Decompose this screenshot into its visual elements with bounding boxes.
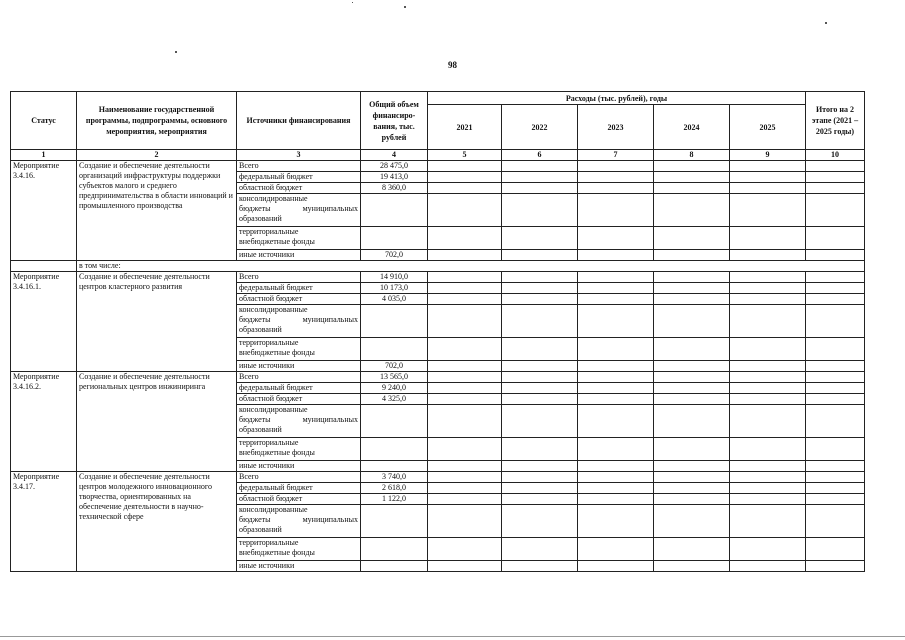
header-year: 2025 [730, 105, 806, 150]
amount-municipal [361, 305, 428, 338]
column-number: 2 [77, 150, 237, 161]
in-that-number-label: в том числе: [77, 261, 865, 272]
source-label: федеральный бюджет [237, 383, 361, 394]
amount-federal: 19 413,0 [361, 172, 428, 183]
source-label: Всего [237, 272, 361, 283]
source-label: областной бюджет [237, 494, 361, 505]
column-number: 8 [654, 150, 730, 161]
amount-other: 702,0 [361, 361, 428, 372]
source-label: консолидированные бюджеты муниципальных образований [237, 194, 361, 227]
column-number: 6 [502, 150, 578, 161]
source-label: областной бюджет [237, 294, 361, 305]
source-label: областной бюджет [237, 183, 361, 194]
amount-federal: 9 240,0 [361, 383, 428, 394]
source-label: иные источники [237, 461, 361, 472]
scan-speck [352, 2, 353, 3]
scan-speck [825, 22, 827, 24]
column-number: 3 [237, 150, 361, 161]
amount-other [361, 561, 428, 572]
header-name: Наименование государственной программы, подпрограммы, основного мероприятия, мероприятия [77, 92, 237, 150]
source-label: федеральный бюджет [237, 172, 361, 183]
scan-speck [404, 6, 406, 8]
measure-name: Создание и обеспечение деятельности центров кластерного развития [77, 272, 237, 372]
source-label: территориальные внебюджетные фонды [237, 538, 361, 561]
amount-total: 28 475,0 [361, 161, 428, 172]
source-label: Всего [237, 372, 361, 383]
source-label: консолидированные бюджеты муниципальных образований [237, 305, 361, 338]
source-label: территориальные внебюджетные фонды [237, 227, 361, 250]
source-label: Всего [237, 472, 361, 483]
amount-extra-budget [361, 538, 428, 561]
source-label: иные источники [237, 561, 361, 572]
amount-other: 702,0 [361, 250, 428, 261]
amount-municipal [361, 194, 428, 227]
status-cell: Мероприятие 3.4.16.1. [11, 272, 77, 372]
source-label: федеральный бюджет [237, 483, 361, 494]
amount-municipal [361, 405, 428, 438]
source-label: консолидированные бюджеты муниципальных образований [237, 505, 361, 538]
page-number: 98 [448, 60, 457, 70]
table-row [11, 472, 865, 483]
amount-regional: 4 325,0 [361, 394, 428, 405]
header-year: 2023 [578, 105, 654, 150]
column-number: 1 [11, 150, 77, 161]
measure-name: Создание и обеспечение деятельности региональных центров инжиниринга [77, 372, 237, 472]
table-row [11, 161, 865, 172]
source-label: консолидированные бюджеты муниципальных образований [237, 405, 361, 438]
source-label: Всего [237, 161, 361, 172]
amount-extra-budget [361, 438, 428, 461]
source-label: областной бюджет [237, 394, 361, 405]
amount-federal: 10 173,0 [361, 283, 428, 294]
table-row [11, 272, 865, 283]
header-year: 2022 [502, 105, 578, 150]
header-status: Статус [11, 92, 77, 150]
amount-total: 14 910,0 [361, 272, 428, 283]
amount-federal: 2 618,0 [361, 483, 428, 494]
source-label: территориальные внебюджетные фонды [237, 438, 361, 461]
measure-name: Создание и обеспечение деятельности организаций инфраструктуры поддержки субъектов малого и среднего предпринимательства в области инноваций и промышленного производства [77, 161, 237, 261]
column-number: 9 [730, 150, 806, 161]
status-cell: Мероприятие 3.4.17. [11, 472, 77, 572]
column-number: 4 [361, 150, 428, 161]
table-row [11, 372, 865, 383]
header-sources: Источники финансирования [237, 92, 361, 150]
source-label: иные источники [237, 250, 361, 261]
header-expenses: Расходы (тыс. рублей), годы [428, 92, 806, 105]
source-label: территориальные внебюджетные фонды [237, 338, 361, 361]
table-row [11, 261, 865, 272]
column-number: 5 [428, 150, 502, 161]
column-number: 10 [806, 150, 865, 161]
status-cell: Мероприятие 3.4.16.2. [11, 372, 77, 472]
status-cell: Мероприятие 3.4.16. [11, 161, 77, 261]
scan-speck [175, 51, 177, 53]
amount-total: 13 565,0 [361, 372, 428, 383]
measure-name: Создание и обеспечение деятельности центров молодежного инновационного творчества, ориентированных на обеспечение деятельности в научно-технической сфере [77, 472, 237, 572]
financing-table [10, 91, 865, 572]
amount-other [361, 461, 428, 472]
amount-regional: 1 122,0 [361, 494, 428, 505]
header-year: 2021 [428, 105, 502, 150]
header-itogo: Итого на 2 этапе (2021 – 2025 годы) [806, 92, 865, 150]
amount-total: 3 740,0 [361, 472, 428, 483]
column-number: 7 [578, 150, 654, 161]
amount-municipal [361, 505, 428, 538]
source-label: иные источники [237, 361, 361, 372]
scan-edge-line [0, 636, 905, 637]
amount-extra-budget [361, 227, 428, 250]
amount-regional: 8 360,0 [361, 183, 428, 194]
header-year: 2024 [654, 105, 730, 150]
header-total: Общий объем финансиро-вания, тыс. рублей [361, 92, 428, 150]
amount-extra-budget [361, 338, 428, 361]
source-label: федеральный бюджет [237, 283, 361, 294]
amount-regional: 4 035,0 [361, 294, 428, 305]
